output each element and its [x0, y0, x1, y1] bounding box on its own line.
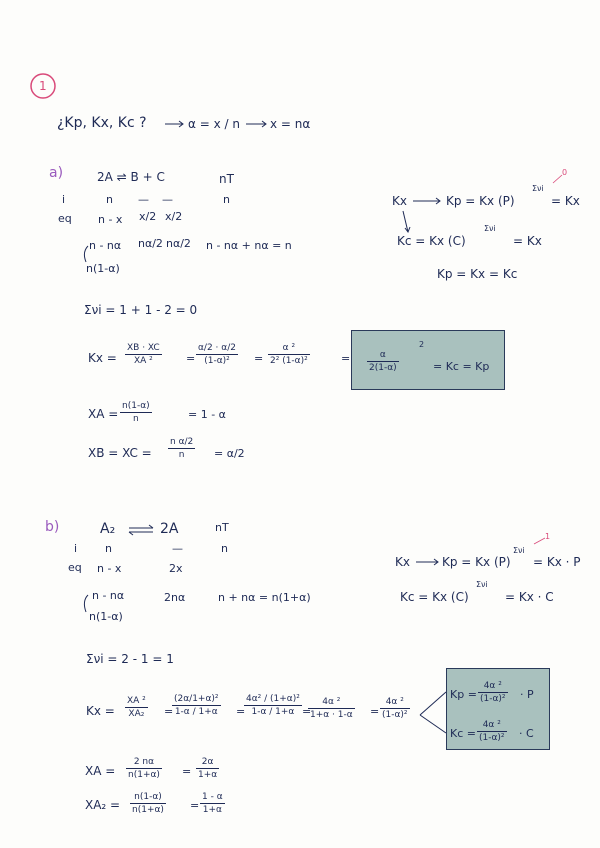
row-alpha-A-b: 2nα [164, 591, 186, 604]
box-kc-label-b: Kc = [450, 727, 476, 740]
rel-kp-eq-b: = Kx · P [533, 555, 581, 569]
zero-mark-a: 0 [562, 168, 568, 177]
row-i-label-b: i [74, 542, 78, 555]
kx-label-b: Kx = [86, 704, 115, 718]
boxed-result-a: = Kc = Kp [433, 360, 490, 373]
row-alpha-T-b: n + nα = n(1+α) [218, 591, 311, 604]
row-eq-C-a: x/2 [165, 210, 183, 223]
part-b-label: b) [45, 519, 60, 535]
kx-frac3-a: α ² 2² (1-α)² [270, 343, 308, 366]
row-eq-label-a: eq [58, 212, 72, 225]
kx-frac2-b: (2α/1+α)² 1-α / 1+α [174, 694, 219, 717]
xa2-frac-b: n(1-α) n(1+α) [132, 792, 164, 815]
hook-arrow-b [84, 595, 88, 612]
row-eq-B-a: x/2 [139, 210, 157, 223]
row-alpha2-b: n(1-α) [89, 610, 123, 623]
rel-kc-eq-b: = Kx · C [505, 590, 554, 604]
rel-kc-a: Kc = Kx (C) [397, 234, 466, 248]
xa-label-b: XA = [85, 764, 116, 778]
box-kp-label-b: Kp = [450, 688, 477, 701]
row-eq-label-b: eq [68, 561, 82, 574]
zero-arrow-a [553, 175, 562, 183]
xa-frac-b: 2 nα n(1+α) [128, 757, 160, 780]
sum-nu-a: Σνi = 1 + 1 - 2 = 0 [84, 303, 198, 317]
row-eq-A-b: 2x [169, 562, 183, 575]
notes-page: 1 ¿Kp, Kx, Kc ? α = x / n x = nα a) 2A ⇌ B + C nT i n — — n eq n - x x/2 x/2 n - nα nα/2 nα/2 n - nα + nα = n n(1-α) Σνi = 1 + 1 - 2 = 0 Kx = XB · XC XA ² = α/2 · α/2 (1-α)² = α ² 2² (1-α)² = α 2(1-α) 2 = Kc = Kp XA = n(1-α) n = 1 - α XB = XC = n α/2 n = α/2 Kx Kp = Kx (P) Σνi 0 = Kx Kc = Kx (C) Σνi = Kx Kp = Kx = Kc b) A₂ 2A nT i n — n eq n - x 2x n - nα 2nα n + nα = n(1+α) n(1-α) Σνi = 2 - 1 = 1 Kx = XA ² XA₂ = (2α/1+α)² 1-α / 1+α = 4α² / (1+α)² 1-α / 1+α = 4α ² 1+α · 1-α = 4α ² (1-α)² Kp = 4α ² (1-α)² · P Kc = 4α ² (1-α)² · C XA = 2 nα n(1+α) = 2α 1+α XA₂ = n(1-α) n(1+α) = 1 - α 1+α Kx Kp = Kx (P) Σνi 1 = Kx · P Kc = Kx (C) Σνi = Kx · C [0, 0, 600, 848]
xbc-frac-a: n α/2 n [170, 437, 194, 460]
nt-b: nT [215, 521, 229, 534]
xa-frac2-b: 2α 1+α [198, 757, 218, 780]
sum-nu-b: Σνi = 2 - 1 = 1 [86, 652, 174, 666]
xa2-label-b: XA₂ = [85, 798, 121, 812]
rel-kc-exp-b: Σνi [476, 580, 488, 589]
row-i-label-a: i [62, 193, 66, 206]
row-eq-A2-b: n - x [97, 562, 122, 575]
kx-frac1-a: XB · XC XA ² [127, 343, 160, 366]
rel-kp-exp-b: Σνi [513, 546, 525, 555]
reaction-b-reactant: A₂ [100, 521, 116, 537]
row-i-A-b: — [172, 542, 183, 555]
box-kc-frac-b: 4α ² (1-α)² [479, 720, 505, 743]
rel-kx-b: Kx [395, 555, 410, 569]
reaction-a: 2A ⇌ B + C [97, 170, 165, 184]
row-alpha-T-a: n - nα + nα = n [206, 239, 292, 252]
one-mark-b: 1 [545, 532, 551, 541]
rel-kp-b: Kp = Kx (P) [442, 555, 511, 569]
row-alpha-A-a: n - nα [89, 239, 122, 252]
row-eq-A-a: n - x [98, 213, 123, 226]
boxed-frac-a: α 2(1-α) [369, 350, 397, 373]
question: ¿Kp, Kx, Kc ? [57, 115, 147, 131]
kx-label-a: Kx = [88, 351, 117, 365]
xa-frac-a: n(1-α) n [122, 401, 150, 424]
alpha-definition: α = x / n [188, 117, 240, 131]
problem-number: 1 [39, 79, 47, 93]
row-alpha-B-a: nα/2 [138, 237, 163, 250]
kx-frac5-b: 4α ² (1-α)² [382, 697, 408, 720]
rel-kc-eq-a: = Kx [513, 234, 542, 248]
kx-frac4-b: 4α ² 1+α · 1-α [310, 697, 353, 720]
hook-arrow-a [84, 246, 88, 262]
x-definition: x = nα [270, 117, 311, 131]
branch-down [420, 715, 446, 733]
rel-final-a: Kp = Kx = Kc [437, 267, 518, 281]
box-kp-tail-b: · P [520, 688, 534, 701]
nt-a: nT [219, 172, 234, 186]
box-kc-tail-b: · C [519, 727, 534, 740]
xbc-label-a: XB = XC = [88, 446, 152, 460]
branch-up [420, 692, 446, 715]
row-i-B-a: — [138, 193, 149, 206]
row-alpha-C-a: nα/2 [166, 237, 191, 250]
row-alpha-A2-b: n - nα [92, 589, 125, 602]
rel-kp-eq-a: = Kx [551, 194, 580, 208]
boxed-exponent-a: 2 [419, 340, 425, 349]
rel-kc-exp-a: Σνi [484, 224, 496, 233]
part-a-label: a) [49, 165, 64, 181]
rel-kp-exp-a: Σνi [532, 184, 544, 193]
row-alpha2-a: n(1-α) [86, 262, 120, 275]
rel-kx-a: Kx [392, 194, 407, 208]
reaction-b-product: 2A [160, 521, 179, 537]
kx-frac2-a: α/2 · α/2 (1-α)² [198, 343, 236, 366]
row-i-T-a: n [223, 193, 230, 206]
box-kp-frac-b: 4α ² (1-α)² [480, 681, 506, 704]
row-i-T-b: n [221, 542, 228, 555]
rel-kc-b: Kc = Kx (C) [400, 590, 469, 604]
kx-frac3-b: 4α² / (1+α)² 1-α / 1+α [246, 694, 300, 717]
xbc-result-a: = α/2 [214, 447, 245, 460]
row-i-C-a: — [162, 193, 173, 206]
xa-result-a: = 1 - α [188, 408, 226, 421]
kx-frac1-b: XA ² XA₂ [127, 696, 146, 719]
xa2-frac2-b: 1 - α 1+α [202, 792, 223, 815]
row-i-A2-b: n [105, 542, 112, 555]
one-arrow-b [534, 538, 545, 544]
rel-kp-a: Kp = Kx (P) [446, 194, 515, 208]
xa-label-a: XA = [88, 407, 119, 421]
row-i-A-a: n [106, 193, 113, 206]
